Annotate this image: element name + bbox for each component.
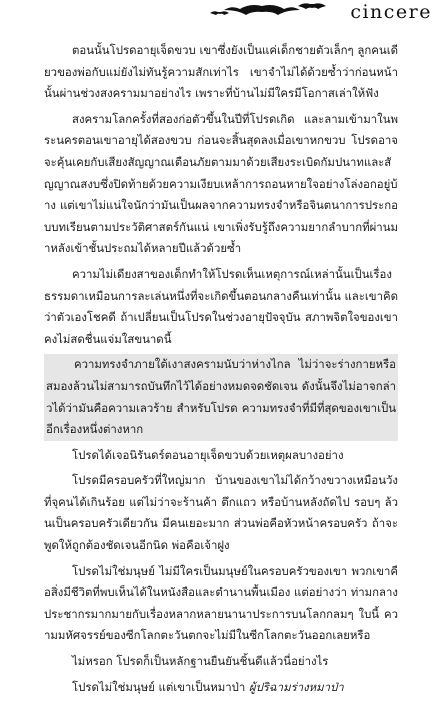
closing-text: โปรดไม่ใช่มนุษย์ แต่เขาเป็นหมาป่า [72,679,246,694]
header-ornament [0,0,442,30]
paragraph: สงครามโลกครั้งที่สองก่อตัวขึ้นในปีที่โปรดเกิด และลามเข้ามาในพระนครตอนเขาอายุได้สองขวบ ก่อนจะสิ้นสุดลงเมื่อเขาหกขวบ โปรดอาจจะคุ้นเคยกับเสียงสัญญาณเตือนภัยตามมาด้วยเสียงระเบิดกัมปนาทและสัญญาณสงบซึ่งปิดท้ายด้วยความเงียบเหล้าการถอนหายใจอย่างโล่งอกอยู่บ้าง แต่เขาไม่แน่ใจนักว่ามันเป็นผลจากความทรงจำหรือจินตนาการประกอบบทเรียนตามประวัติศาสตร์กันแน่ เขาเพิ่งรับรู้ถึงความยากลำบากที่ผ่านมาหลังเข้าชั้นประถมได้หลายปีแล้วด้วยซ้ำ [44,111,398,256]
brand-wordmark: cincere [350,1,432,23]
chapter-body [44,40,398,702]
highlighted-paragraph: ความทรงจำภายใต้เงาสงครามนับว่าห่างไกล ไม่ว่าจะร่างกายหรือสมองล้วนไม่สามารถบันทึกไว้ได้อย่างหมดจดชัดเจน ดังนั้นจึงไม่อาจกล่าวได้ว่ามันคือความเลวร้าย สำหรับโปรด ความทรงจำที่มีที่สุดของเขาเป็นอีกเรื่องหนึ่งต่างหาก [44,354,398,440]
paragraph: ไม่หรอก โปรดก็เป็นหลักฐานยืนยันชิ้นดีแล้วนี่อย่างไร [72,654,329,669]
paragraph: โปรดมีครอบครัวที่ใหญ่มาก บ้านของเขาไม่ได้กว้างขวางเหมือนวังที่จุคนได้เกินร้อย แต่ไม่ว่าจะร้านค้า ตึกแถว หรือบ้านหลังถัดไป รอบๆ ล้วนเป็นครอบครัวเดียวกัน มีคนเยอะมาก ส่วนพ่อคือหัวหน้าครอบครัว ถ้าจะพูดให้ถูกต้องชัดเจนอีกนิด พ่อคือเจ้าฝูง [44,473,398,553]
paragraph: โปรดไม่ใช่มนุษย์ ไม่มีใครเป็นมนุษย์ในครอบครัวของเขา พวกเขาคือสิ่งมีชีวิตที่พบเห็นได้ในหนังสือและตำนานพื้นเมือง แต่อย่างว่า ท่ามกลางประชากรมากมายกับเรื่องหลากหลายนานาประการบนโลกกลมๆ ใบนี้ ความมหัศจรรย์ของซีกโลกตะวันตกจะไม่มีในซีกโลกตะวันออกเลยหรือ [44,563,398,643]
paragraph: ตอนนั้นโปรดอายุเจ็ดขวบ เขาซึ่งยังเป็นแค่เด็กชายตัวเล็กๆ ลูกคนเดียวของพ่อกับแม่ยังไม่ทันรู้ความสักเท่าไร เขาจำไม่ได้ด้วยซ้ำว่าก่อนหน้านั้นผ่านช่วงสงครามมาอย่างไร เพราะที่บ้านไม่มีใครมีโอกาสเล่าให้ฟัง [44,43,398,101]
paragraph: ความไม่เดียงสาของเด็กทำให้โปรดเห็นเหตุการณ์เหล่านั้นเป็นเรื่องธรรมดาเหมือนการละเล่นหนึ่งที่จะเกิดขึ้นตอนกลางคืนเท่านั้น และเขาคิดว่าตัวเองโชคดี ถ้าเปลี่ยนเป็นโปรดในช่วงอายุปัจจุบัน สภาพจิตใจของเขาคงไม่สดชื่นแจ่มใสขนาดนี้ [44,266,398,346]
closing-emphasis: ผู้ปริฉามร่างหมาป่า [248,679,344,694]
paragraph: โปรดได้เจอนิรันดร์ตอนอายุเจ็ดขวบด้วยเหตุผลบางอย่าง [72,447,344,462]
closing-paragraph [44,677,398,699]
